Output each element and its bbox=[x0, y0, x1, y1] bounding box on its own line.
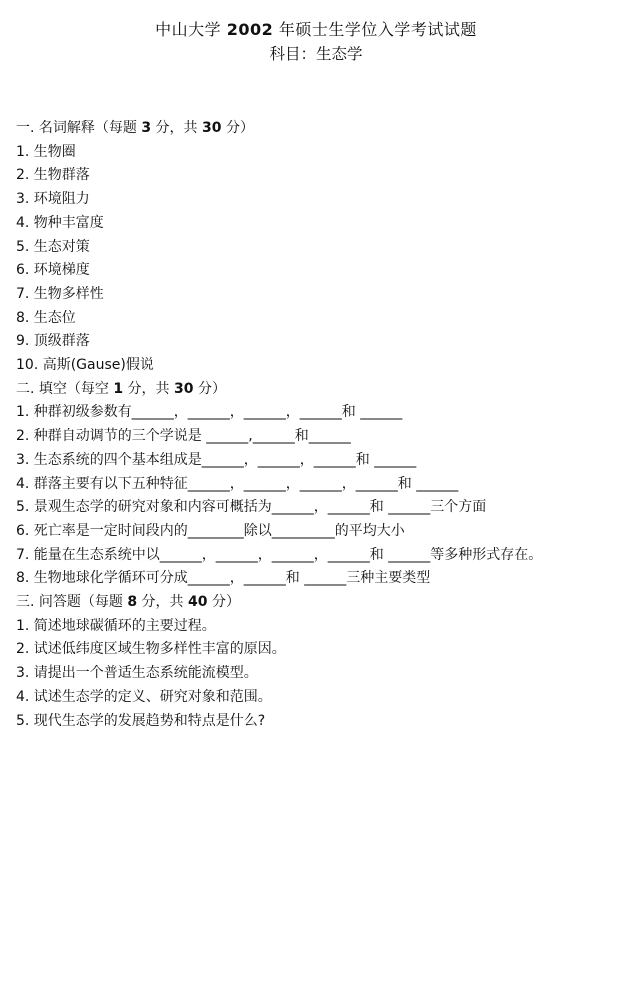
question-item: 8. 生态位 bbox=[16, 309, 76, 326]
heading-text: 分） bbox=[221, 120, 254, 136]
essay-question-item: 3. 请提出一个普适生态系统能流模型。 bbox=[16, 665, 258, 682]
heading-text: 分） bbox=[193, 380, 226, 397]
heading-text: 分） bbox=[207, 594, 240, 611]
fill-blank-item: 6. 死亡率是一定时间段内的________除以_________的平均大小 bbox=[16, 522, 405, 539]
exam-header bbox=[0, 18, 632, 66]
fill-blank-item: 7. 能量在生态系统中以______，______，______，______和 ______等多种形式存在。 bbox=[16, 546, 543, 563]
heading-text: 一. 名词解释（每题 bbox=[16, 120, 142, 136]
exam-subject: 科目：生态学 bbox=[269, 45, 363, 63]
section-heading-1 bbox=[16, 117, 616, 141]
heading-number: 40 bbox=[188, 594, 208, 611]
heading-number: 30 bbox=[174, 380, 194, 397]
question-item: 4. 物种丰富度 bbox=[16, 214, 104, 231]
essay-question-item: 2. 试述低纬度区域生物多样性丰富的原因。 bbox=[16, 641, 286, 658]
heading-number: 3 bbox=[141, 120, 152, 136]
fill-blank-item: 4. 群落主要有以下五种特征______，______，______，______和 ______ bbox=[16, 475, 459, 492]
question-item: 5. 生态对策 bbox=[16, 238, 90, 255]
section-heading-3 bbox=[16, 591, 616, 615]
title-year: 2002 bbox=[226, 20, 274, 39]
essay-question-item: 5. 现代生态学的发展趋势和特点是什么? bbox=[16, 712, 266, 729]
fill-blank-item: 3. 生态系统的四个基本组成是______，______，______和 ______ bbox=[16, 451, 417, 468]
heading-number: 30 bbox=[202, 120, 222, 136]
question-item: 10. 高斯(Gause)假说 bbox=[16, 357, 154, 374]
heading-number: 8 bbox=[127, 594, 138, 611]
heading-text: 分，共 bbox=[137, 594, 189, 611]
question-item: 3. 环境阻力 bbox=[16, 191, 90, 208]
fill-blank-item: 5. 景观生态学的研究对象和内容可概括为______，______和 ______三个方面 bbox=[16, 499, 487, 516]
question-item: 1. 生物圈 bbox=[16, 143, 76, 160]
heading-number: 1 bbox=[113, 380, 124, 397]
question-item: 7. 生物多样性 bbox=[16, 285, 104, 302]
heading-text: 二. 填空（每空 bbox=[16, 380, 114, 397]
exam-content bbox=[16, 117, 616, 733]
fill-blank-item: 2. 种群自动调节的三个学说是 ______,______和______ bbox=[16, 428, 351, 445]
question-item: 9. 顶级群落 bbox=[16, 333, 90, 350]
heading-text: 分，共 bbox=[151, 120, 203, 136]
section-heading-2 bbox=[16, 378, 616, 402]
fill-blank-item: 8. 生物地球化学循环可分成______，______和 ______三种主要类型 bbox=[16, 570, 431, 587]
exam-title bbox=[0, 18, 632, 42]
heading-text: 分，共 bbox=[123, 380, 175, 397]
heading-text: 三. 问答题（每题 bbox=[16, 594, 128, 611]
title-suffix: 年硕士生学位入学考试试题 bbox=[273, 20, 477, 39]
essay-question-item: 1. 简述地球碳循环的主要过程。 bbox=[16, 617, 216, 634]
question-item: 2. 生物群落 bbox=[16, 167, 90, 184]
fill-blank-item: 1. 种群初级参数有______，______，______，______和 ______ bbox=[16, 404, 403, 421]
title-prefix: 中山大学 bbox=[155, 20, 227, 39]
question-item: 6. 环境梯度 bbox=[16, 262, 90, 279]
essay-question-item: 4. 试述生态学的定义、研究对象和范围。 bbox=[16, 688, 272, 705]
